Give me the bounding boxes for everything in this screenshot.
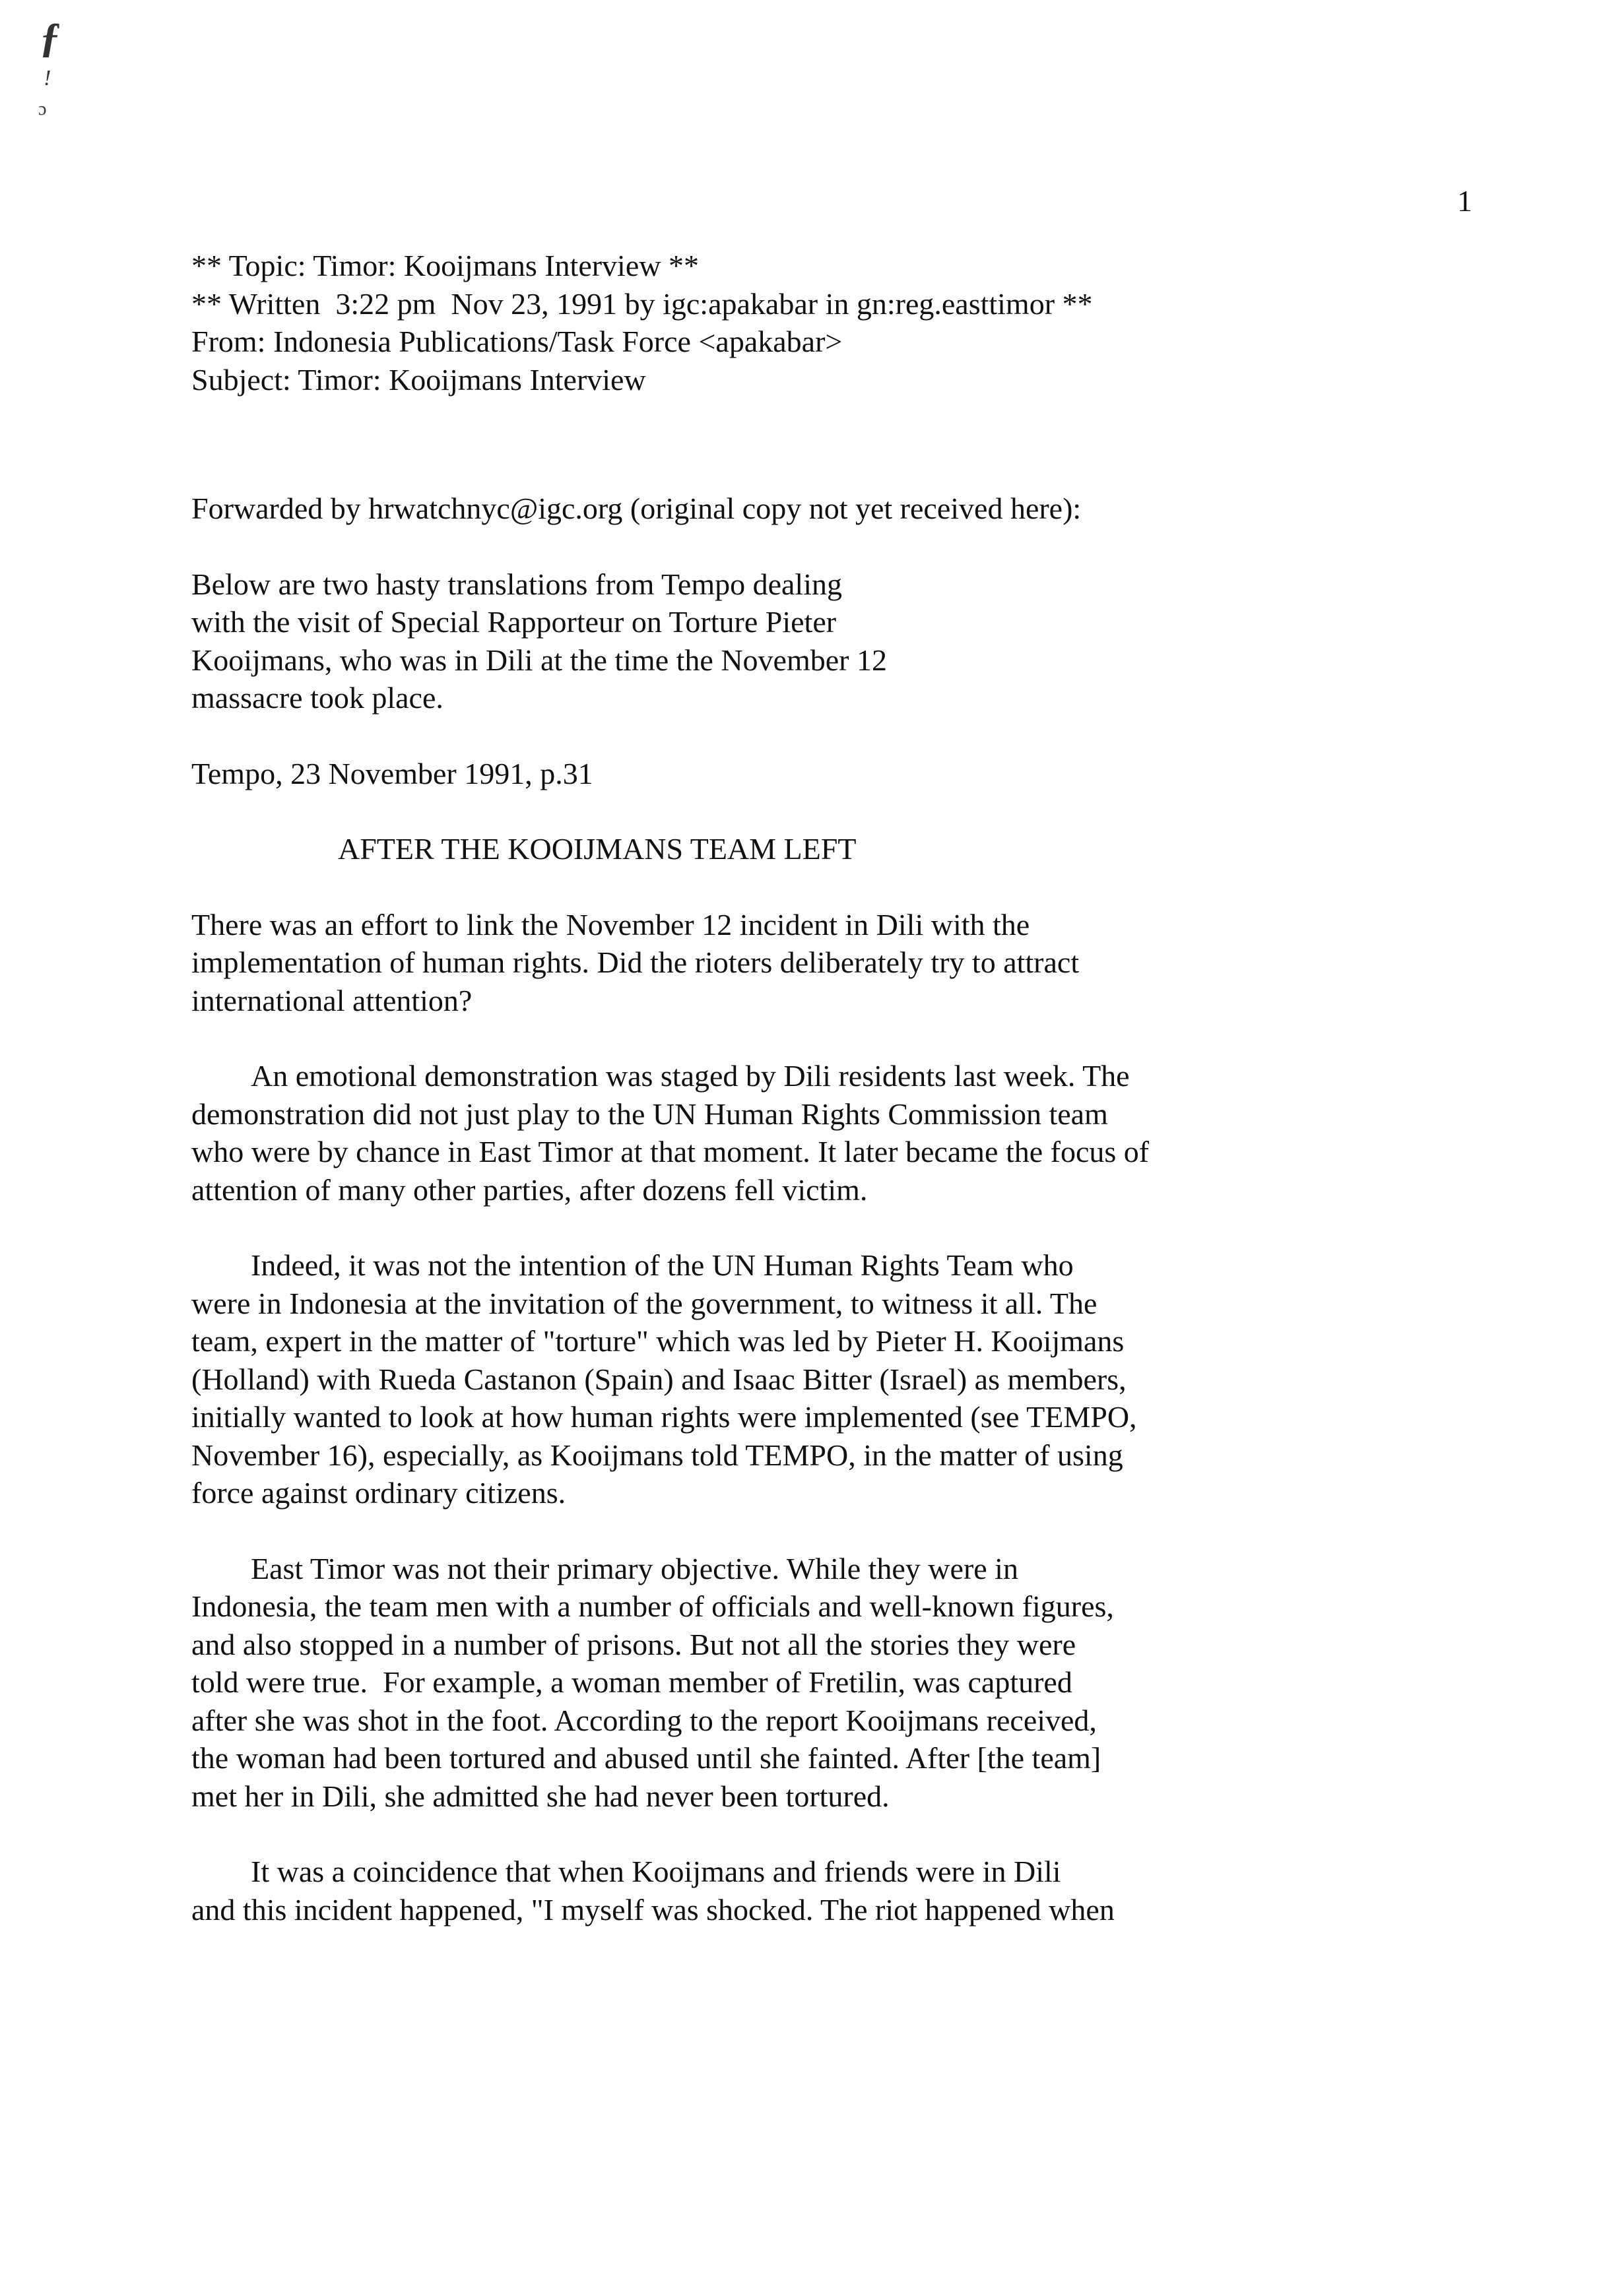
text-line: and also stopped in a number of prisons. But not all the stories they were [191, 1627, 1076, 1661]
text-line: Indeed, it was not the intention of the UN Human Rights Team who [251, 1248, 1074, 1282]
text-line: were in Indonesia at the invitation of the government, to witness it all. The [191, 1286, 1097, 1320]
text-line: the woman had been tortured and abused until she fainted. After [the team] [191, 1741, 1101, 1775]
text-line: demonstration did not just play to the UN Human Rights Commission team [191, 1097, 1108, 1131]
text-line: There was an effort to link the November 12 incident in Dili with the [191, 907, 1030, 941]
text-line: Below are two hasty translations from Tempo dealing [191, 567, 842, 601]
body-paragraph [191, 1246, 1498, 1512]
source-citation [191, 755, 1498, 793]
message-header [191, 247, 1498, 399]
text-line: told were true. For example, a woman member of Fretilin, was captured [191, 1665, 1072, 1699]
margin-handwritten-mark: ! [44, 66, 51, 90]
text-line: who were by chance in East Timor at that moment. It later became the focus of [191, 1135, 1150, 1168]
text-line: force against ordinary citizens. [191, 1476, 566, 1510]
text-line: November 16), especially, as Kooijmans told TEMPO, in the matter of using [191, 1438, 1123, 1472]
text-line: initially wanted to look at how human rights were implemented (see TEMPO, [191, 1400, 1137, 1434]
source-line: Tempo, 23 November 1991, p.31 [191, 756, 593, 790]
forwarded-line: Forwarded by hrwatchnyc@igc.org (original copy not yet received here): [191, 492, 1082, 525]
topic-line: ** Topic: Timor: Kooijmans Interview ** [191, 249, 699, 282]
body-paragraph [191, 1853, 1498, 1929]
text-line: with the visit of Special Rapporteur on Torture Pieter [191, 605, 837, 639]
text-line: international attention? [191, 983, 473, 1017]
margin-handwritten-mark: ɔ [38, 99, 47, 119]
subject-line: Subject: Timor: Kooijmans Interview [191, 362, 646, 397]
text-line: implementation of human rights. Did the rioters deliberately try to attract [191, 945, 1080, 979]
text-line: attention of many other parties, after dozens fell victim. [191, 1172, 868, 1207]
intro-paragraph [191, 565, 1498, 717]
text-line: after she was shot in the foot. According to the report Kooijmans received, [191, 1703, 1097, 1737]
text-line: It was a coincidence that when Kooijmans and friends were in Dili [251, 1855, 1061, 1888]
headline-text: AFTER THE KOOIJMANS TEAM LEFT [338, 832, 857, 866]
body-paragraph [191, 1057, 1498, 1209]
page-number: 1 [1457, 184, 1472, 218]
text-line: and this incident happened, "I myself was shocked. The riot happened when [191, 1892, 1115, 1927]
text-line: team, expert in the matter of "torture" which was led by Pieter H. Kooijmans [191, 1324, 1125, 1358]
text-line: East Timor was not their primary objective. While they were in [251, 1551, 1018, 1585]
article-headline [191, 830, 1498, 868]
document-body [191, 247, 1498, 1929]
text-line: Kooijmans, who was in Dili at the time the November 12 [191, 643, 887, 677]
text-line: (Holland) with Rueda Castanon (Spain) and Isaac Bitter (Israel) as members, [191, 1362, 1127, 1396]
margin-handwritten-mark: ƒ [40, 14, 61, 61]
text-line: met her in Dili, she admitted she had never been tortured. [191, 1779, 890, 1813]
from-line: From: Indonesia Publications/Task Force <apakabar> [191, 325, 843, 358]
text-line: Indonesia, the team men with a number of officials and well-known figures, [191, 1589, 1114, 1623]
body-paragraph [191, 1550, 1498, 1816]
lead-paragraph [191, 906, 1498, 1020]
text-line: An emotional demonstration was staged by Dili residents last week. The [251, 1059, 1130, 1093]
written-line: ** Written 3:22 pm Nov 23, 1991 by igc:apakabar in gn:reg.easttimor ** [191, 286, 1093, 321]
forwarded-note [191, 490, 1498, 528]
text-line: massacre took place. [191, 681, 443, 715]
